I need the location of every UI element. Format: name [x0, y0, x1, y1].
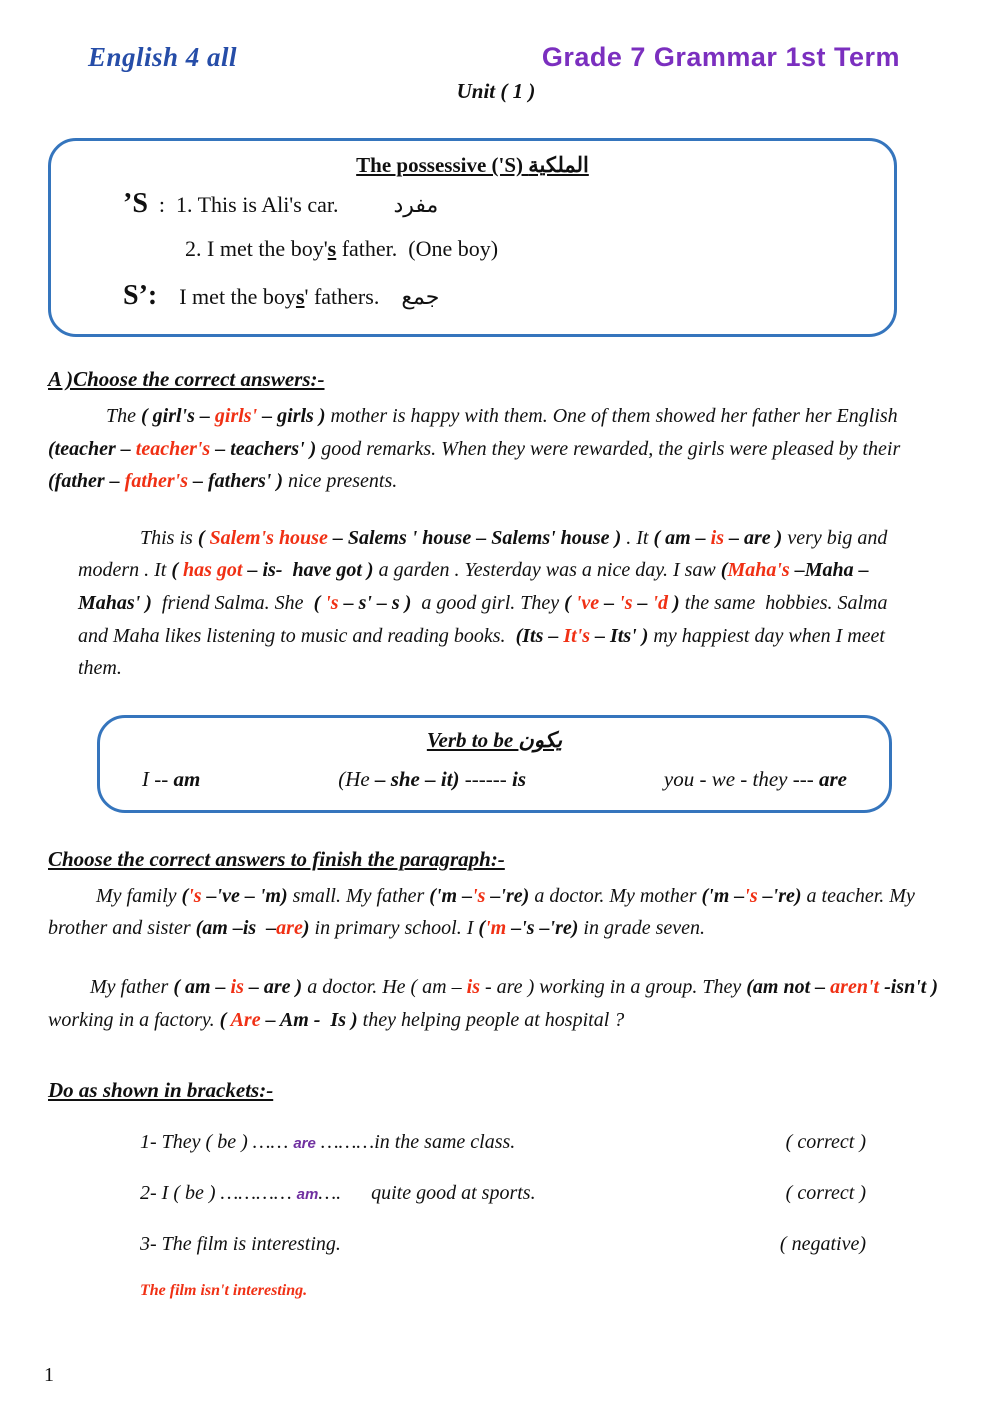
- section-c-heading: Do as shown in brackets:-: [48, 1078, 274, 1103]
- possessive-box-title: [85, 153, 860, 178]
- unit-title: Unit ( 1 ): [456, 79, 536, 103]
- section-a-heading: A )Choose the correct answers:-: [48, 367, 325, 391]
- section-b-heading: Choose the correct answers to finish the paragraph:-: [48, 846, 505, 871]
- exercise-a-paragraph-1: The ( girl's – girls' – girls ) mother is happy with them. One of them showed her father her English (teacher – teacher's – teachers' ) good remarks. When they were rewarded, the girls were pleased by their (father – father's – fathers' ) nice presents.: [48, 405, 911, 493]
- verb-box-title-text: Verb to be يكون: [426, 727, 563, 752]
- do-item-2-bracket-note: ( correct ): [785, 1182, 866, 1205]
- do-item-3-answer: The film isn't interesting.: [140, 1282, 308, 1300]
- do-item-1-text: 1- They ( be ) …… are ………in the same class.: [140, 1131, 516, 1154]
- do-item-1-bracket-note: ( correct ): [785, 1131, 866, 1154]
- do-item-2-text: 2- I ( be ) ………… am…. quite good at sports.: [140, 1182, 536, 1205]
- verb-forms-row: [142, 767, 847, 792]
- verb-form-you-we-they: you - we - they --- are: [663, 766, 847, 791]
- do-item-3: [140, 1233, 866, 1256]
- verb-to-be-box: [97, 715, 892, 813]
- page-number: 1: [44, 1364, 54, 1386]
- exercise-b-paragraph-1: My family ('s –'ve – 'm) small. My father ('m –'s –'re) a doctor. My mother ('m –'s –'re) a teacher. My brother and sister (am –is –are) in primary school. I ('m –'s –'re) in grade seven.: [48, 884, 920, 940]
- possessive-example-plural: S’: I met the boys' fathers. جمع: [123, 280, 440, 311]
- do-item-2: [140, 1182, 866, 1205]
- verb-box-title: [142, 728, 847, 753]
- do-item-3-text: 3- The film is interesting.: [140, 1233, 341, 1256]
- do-item-1: [140, 1131, 866, 1154]
- verb-form-he-she-it: (He – she – it) ------ is: [338, 766, 527, 791]
- page-header: [0, 0, 992, 73]
- possessive-example-one-boy: 2. I met the boy's father. (One boy): [185, 236, 499, 261]
- site-title: English 4 all: [88, 42, 238, 72]
- possessive-example-singular: ’S : 1. This is Ali's car. مفرد: [123, 188, 439, 219]
- exercise-a-paragraph-2: This is ( Salem's house – Salems ' house – Salems' house ) . It ( am – is – are ) very big and modern . It ( has got – is- have got ) a garden . Yesterday was a nice day. I saw (Maha's –Maha – Mahas' ) friend Salma. She ( 's – s' – s ) a good girl. They ( 've – 's – 'd ) the same hobbies. Salma and Maha likes listening to music and reading books. (Its – It's – Its' ) my happiest day when I meet them.: [78, 526, 893, 680]
- verb-form-i: I -- am: [142, 766, 201, 791]
- do-item-3-bracket-note: ( negative): [779, 1233, 866, 1256]
- exercise-b-paragraph-2: My father ( am – is – are ) a doctor. He ( am – is - are ) working in a group. They (am not – aren't -isn't ) working in a factory. ( Are – Am - Is ) they helping people at hospital ?: [48, 975, 943, 1031]
- grade-term-title: Grade 7 Grammar 1st Term: [541, 42, 900, 72]
- possessive-rule-box: [48, 138, 897, 337]
- possessive-box-title-text: The possessive ('S) الملكية: [356, 153, 589, 177]
